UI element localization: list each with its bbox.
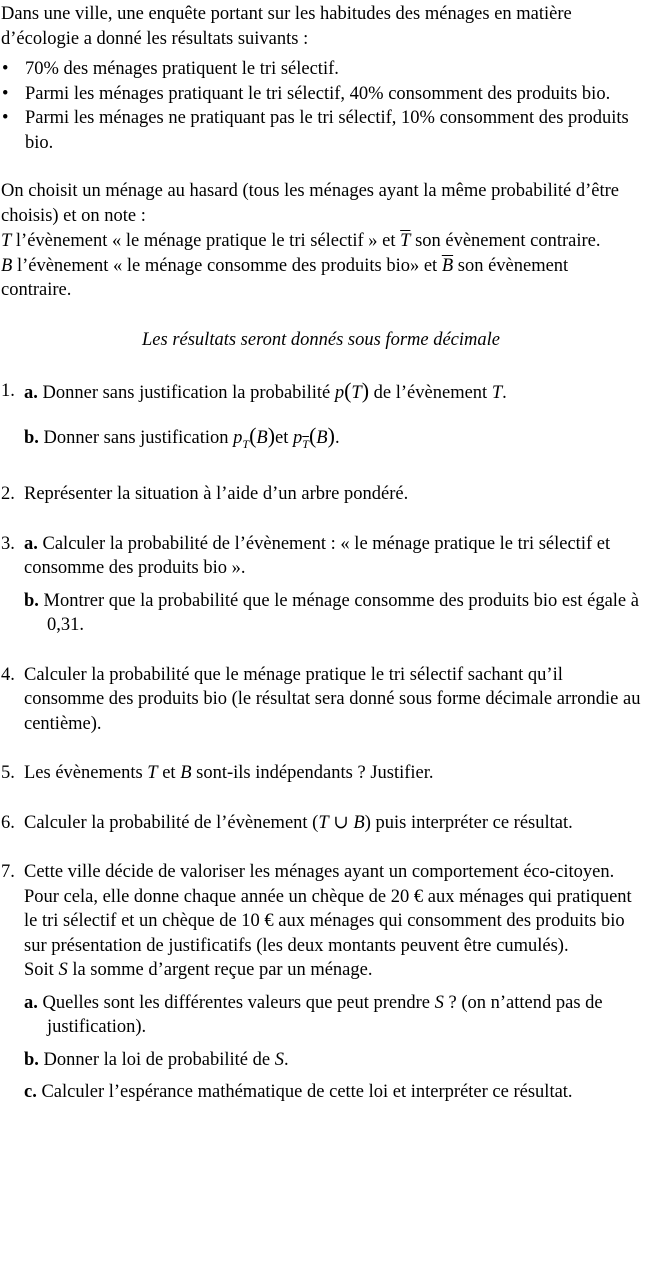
question-7a: a. Quelles sont les différentes valeurs que peut prendre S ? (on n’attend pas de justification). [24,992,603,1037]
intro-paragraph: Dans une ville, une enquête portant sur les habitudes des ménages en matière d’écologie a donné les résultats suivants : [1,4,572,49]
question-5: 5. Les évènements T et B sont-ils indépendants ? Justifier. [1,763,434,783]
question-1: 1. a. Donner sans justification la probabilité p(T) de l’évènement T. b. Donner sans justification $p_T(B)et$ $p_{\overline{T}}(B)$. [1,379,641,456]
event-t-definition: T l’évènement « le ménage pratique le tri sélectif » et $\overline{T}$ son évènement contraire. [1,231,601,251]
question-6: 6. Calculer la probabilité de l’évènement (T ∪ B) puis interpréter ce résultat. [1,812,573,833]
question-1b: b. Donner sans justification $p_T(B)et$ $p_{\overline{T}}(B)$. [24,422,340,451]
list-item: • Parmi les ménages ne pratiquant pas le tri sélectif, 10% consomment des produits bio. [1,106,641,155]
event-b-definition: B l’évènement « le ménage consomme des produits bio» et $\overline{B}$ son évènement contraire. [1,255,569,300]
choice-paragraph: On choisit un ménage au hasard (tous les ménages ayant la même probabilité d’être choisis) et on note : [1,181,619,226]
question-1a: a. Donner sans justification la probabilité p(T) de l’évènement T. [24,378,507,403]
question-7b: b. Donner la loi de probabilité de S. [24,1049,289,1070]
results-list [1,57,641,155]
decimal-note: Les résultats seront donnés sous forme décimale [142,329,500,350]
list-item: • Parmi les ménages pratiquant le tri sélectif, 40% consomment des produits bio. [1,82,641,107]
question-3b: b. Montrer que la probabilité que le ménage consomme des produits bio est égale à 0,31. [24,590,639,635]
question-4: 4. Calculer la probabilité que le ménage pratique le tri sélectif sachant qu’il consomme des produits bio (le résultat sera donné sous forme décimale arrondie au centième). [1,664,641,734]
question-3a: a. Calculer la probabilité de l’évènement : « le ménage pratique le tri sélectif et consomme des produits bio ». [24,533,611,578]
exercise-page [1,2,641,1105]
question-2: 2. Représenter la situation à l’aide d’un arbre pondéré. [1,484,409,504]
list-item: • 70% des ménages pratiquent le tri sélectif. [1,57,641,82]
question-7c: c. Calculer l’espérance mathématique de cette loi et interpréter ce résultat. [24,1082,573,1102]
question-3: 3. a. Calculer la probabilité de l’évènement : « le ménage pratique le tri sélectif et consomme des produits bio ». b. Montrer que la probabilité que le ménage consomme des produits bio est égale à 0,31. [1,532,641,638]
question-7: 7. Cette ville décide de valoriser les ménages ayant un comportement éco-citoyen. Pour cela, elle donne chaque année un chèque de 20 € aux ménages qui pratiquent le tri sélectif et un chèque de 10 € aux ménages qui consomment des produits bio sur présentation de justificatifs (les deux montants peuvent être cumulés). Soit S la somme d’argent reçue par un ménage. a. Quelles sont les différentes valeurs que peut prendre S ? (on n’attend pas de justification). b. Donner la loi de probabilité de S. c. Calculer l’espérance mathématique de cette loi et interpréter ce résultat. [1,860,641,1105]
